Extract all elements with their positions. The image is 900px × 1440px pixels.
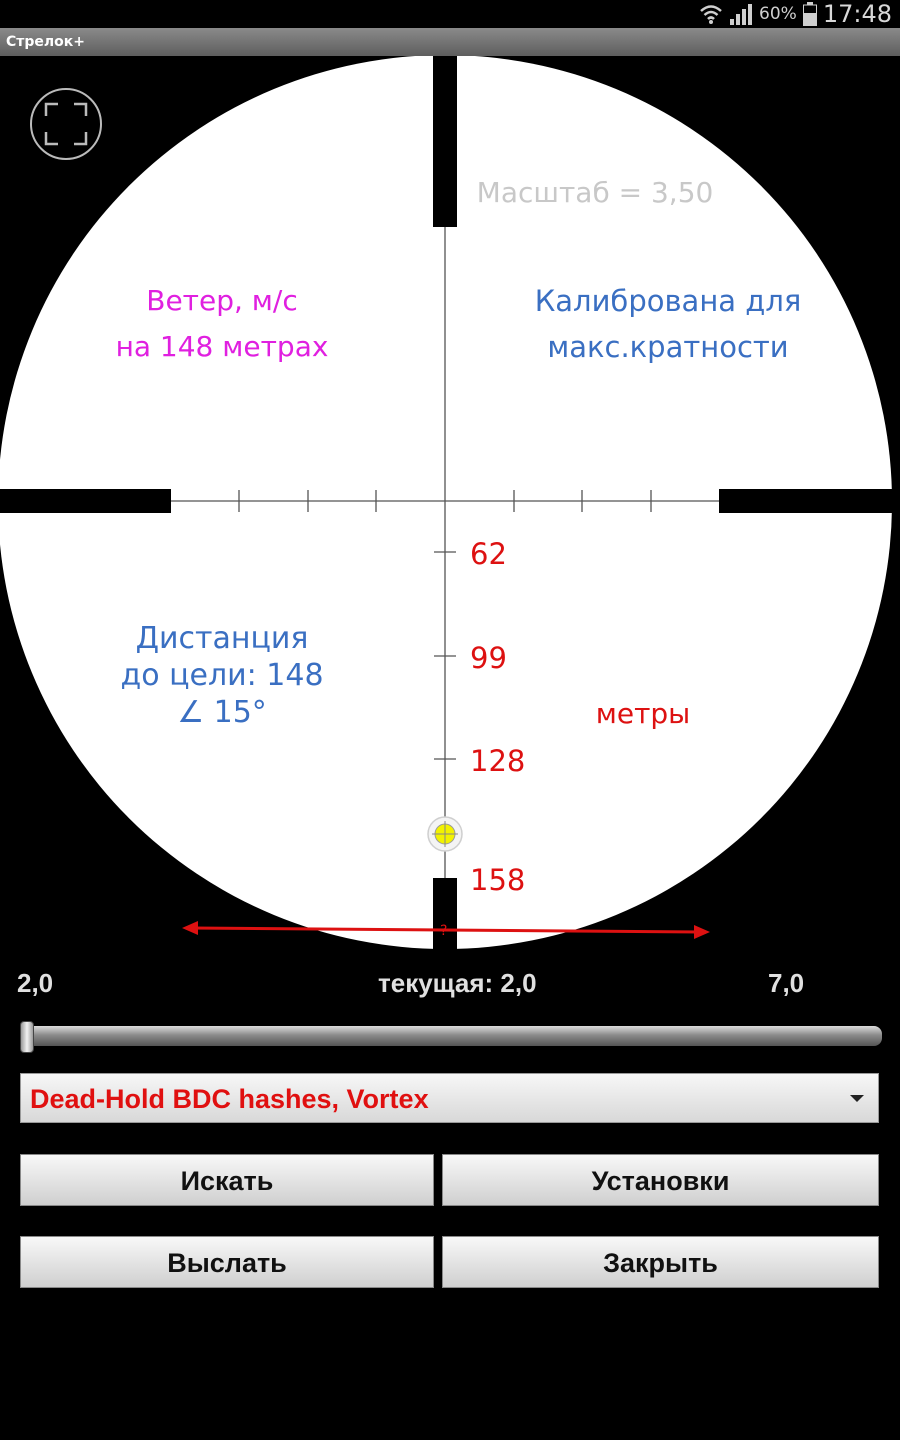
send-button[interactable]: Выслать [20,1236,434,1288]
signal-icon [729,3,753,25]
search-button[interactable]: Искать [20,1154,434,1206]
hold-mark-62: 62 [470,537,507,571]
settings-button[interactable]: Установки [442,1154,879,1206]
wind-label [72,278,372,370]
wind-label-line1: Ветер, м/с [146,284,298,317]
hold-mark-99: 99 [470,641,507,675]
close-button[interactable]: Закрыть [442,1236,879,1288]
reticle-view[interactable] [0,56,900,956]
zoom-min-label: 2,0 [17,968,54,998]
distance-label-line2: до цели: 148 [120,658,324,693]
units-label: метры [595,697,691,730]
hold-mark-128: 128 [470,744,526,778]
zoom-slider-track[interactable] [20,1026,882,1046]
status-bar [0,0,900,28]
battery-icon [803,2,817,26]
reticle-post-left [0,489,171,513]
zoom-current-label: текущая: 2,0 [378,968,537,998]
calibration-label [488,278,848,370]
app-title: Стрелок+ [6,34,86,50]
status-clock: 17:48 [822,0,892,28]
target-marker-icon[interactable] [428,817,462,851]
chevron-down-icon [850,1095,864,1102]
wind-arrow-label: ? [440,923,448,939]
distance-label [72,620,372,731]
calibration-label-line1: Калиброванa для [534,284,802,318]
scale-label: Масштаб = 3,50 [476,176,714,209]
app-title-bar [0,28,900,56]
distance-label-line1: Дистанция [135,621,309,656]
zoom-max-label: 7,0 [768,968,805,998]
reticle-post-bottom [433,878,457,956]
battery-percent: 60% [759,4,797,24]
fullscreen-button[interactable] [30,88,102,160]
distance-label-angle: ∠ 15° [177,695,267,730]
reticle-select-value: Dead-Hold BDC hashes, Vortex [30,1084,429,1114]
fullscreen-icon [32,90,100,158]
reticle-post-right [719,489,900,513]
calibration-label-line2: макс.кратности [547,330,789,364]
reticle-post-top [433,56,457,227]
hold-mark-158: 158 [470,863,526,897]
wifi-icon [699,3,723,25]
zoom-slider-thumb[interactable] [20,1021,34,1053]
reticle-select[interactable] [20,1073,879,1123]
wind-label-line2: на 148 метрах [115,330,329,363]
